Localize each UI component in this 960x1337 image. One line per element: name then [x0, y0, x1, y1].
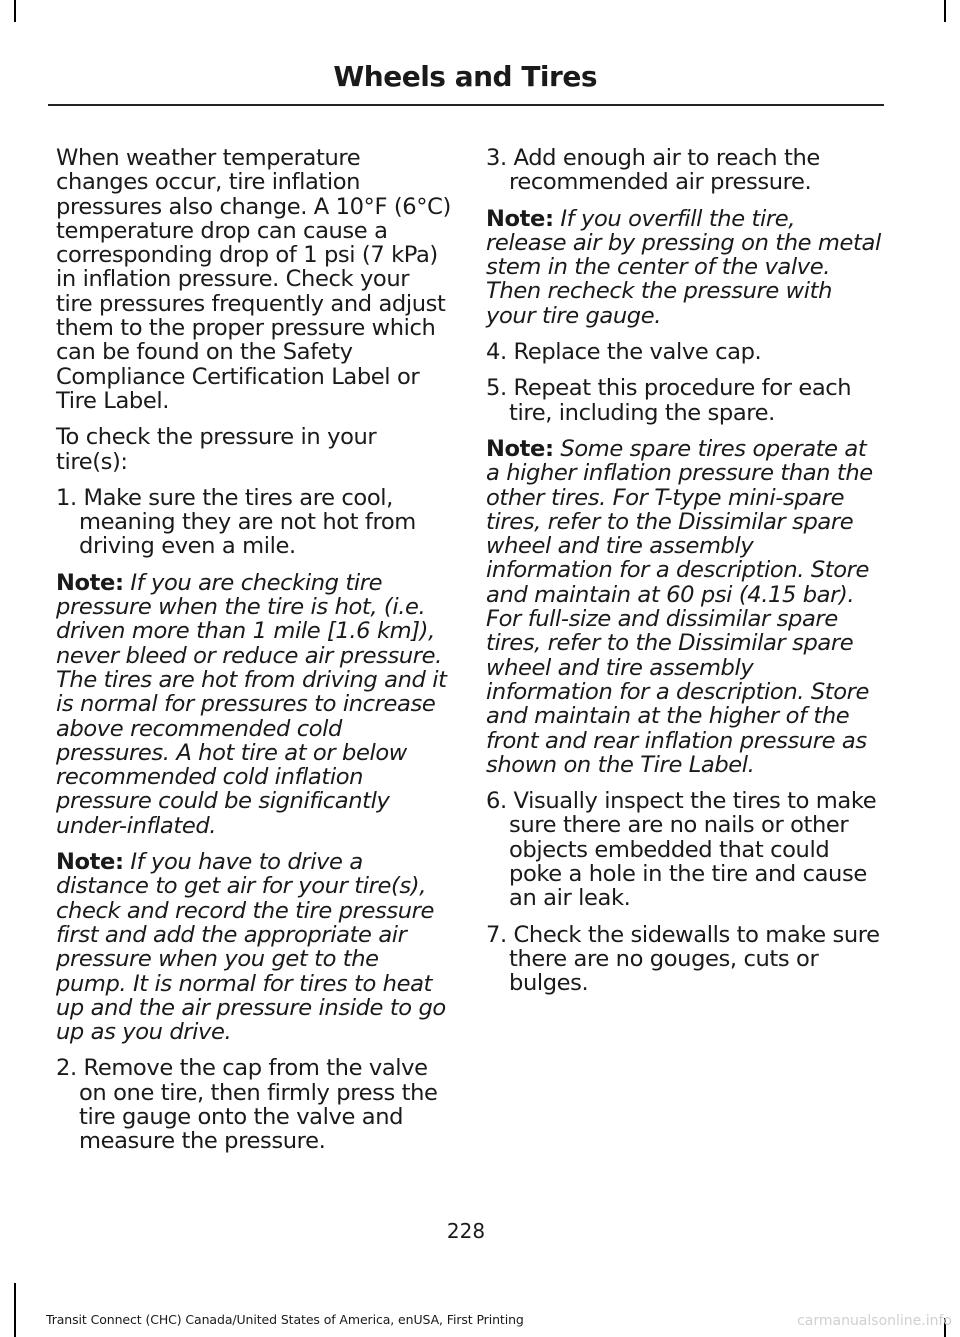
step-item: 7. Check the sidewalls to make sure there are no gouges, cuts or bulges. [486, 921, 880, 997]
note-label: Note: [56, 569, 124, 596]
step-item: 1. Make sure the tires are cool, meaning they are not hot from driving even a mile. [56, 484, 416, 560]
note-label: Note: [486, 205, 554, 232]
header-divider [48, 104, 884, 106]
note-text: If you overfill the tire, release air by pressing on the metal stem in the center of the valve. Then recheck the pressure with your tire gauge. [486, 205, 881, 329]
step-item: 6. Visually inspect the tires to make sure there are no nails or other objects embedded that could poke a hole in the tire and cause an air leak. [486, 788, 877, 912]
watermark: carmanualsonline.info [797, 1313, 952, 1329]
page-number: 228 [446, 1219, 486, 1243]
note-paragraph [56, 571, 451, 838]
note-paragraph [486, 207, 881, 328]
body-paragraph: To check the pressure in your tire(s): [56, 424, 377, 475]
step-item: 5. Repeat this procedure for each tire, including the spare. [486, 375, 852, 426]
note-label: Note: [56, 849, 124, 876]
crop-mark-bottom-left [14, 1283, 16, 1337]
note-paragraph [486, 437, 881, 777]
right-column [486, 146, 881, 1008]
left-column [56, 146, 451, 1166]
note-label: Note: [486, 435, 554, 462]
note-text: Some spare tires operate at a higher inflation pressure than the other tires. For T-type mini-spare tires, refer to the Dissimilar spare wheel and tire assembly information for a description. Store and maintain at 60 psi (4.15 bar). For full-size and dissimilar spare tires, refer to the Dissimilar spare wheel and tire assembly information for a description. Store and maintain at the higher of the front and rear inflation pressure as shown on the Tire Label. [486, 435, 873, 778]
step-item: 2. Remove the cap from the valve on one tire, then firmly press the tire gauge onto the valve and measure the pressure. [56, 1055, 438, 1155]
publication-info: Transit Connect (CHC) Canada/United States of America, enUSA, First Printing [46, 1312, 524, 1327]
note-paragraph [56, 850, 451, 1044]
page-title: Wheels and Tires [333, 60, 597, 93]
crop-mark-top-right [944, 0, 946, 22]
step-item: 4. Replace the valve cap. [486, 339, 762, 366]
crop-mark-top-left [14, 0, 16, 22]
body-paragraph: When weather temperature changes occur, tire inflation pressures also change. A 10°F (6°C) temperature drop can cause a corresponding drop of 1 psi (7 kPa) in inflation pressure. Check your tire pressures frequently and adjust them to the proper pressure which can be found on the Safety Compliance Certification Label or Tire Label. [56, 145, 451, 414]
step-item: 3. Add enough air to reach the recommended air pressure. [486, 145, 820, 196]
note-text: If you are checking tire pressure when the tire is hot, (i.e. driven more than 1 mile [1.6 km]), never bleed or reduce air pressure. The tires are hot from driving and it is normal for pressures to increase above recommended cold pressures. A hot tire at or below recommended cold inflation pressure could be significantly under-inflated. [56, 569, 447, 839]
note-text: If you have to drive a distance to get air for your tire(s), check and record the tire pressure first and add the appropriate air pressure when you get to the pump. It is normal for tires to heat up and the air pressure inside to go up as you drive. [56, 849, 446, 1046]
